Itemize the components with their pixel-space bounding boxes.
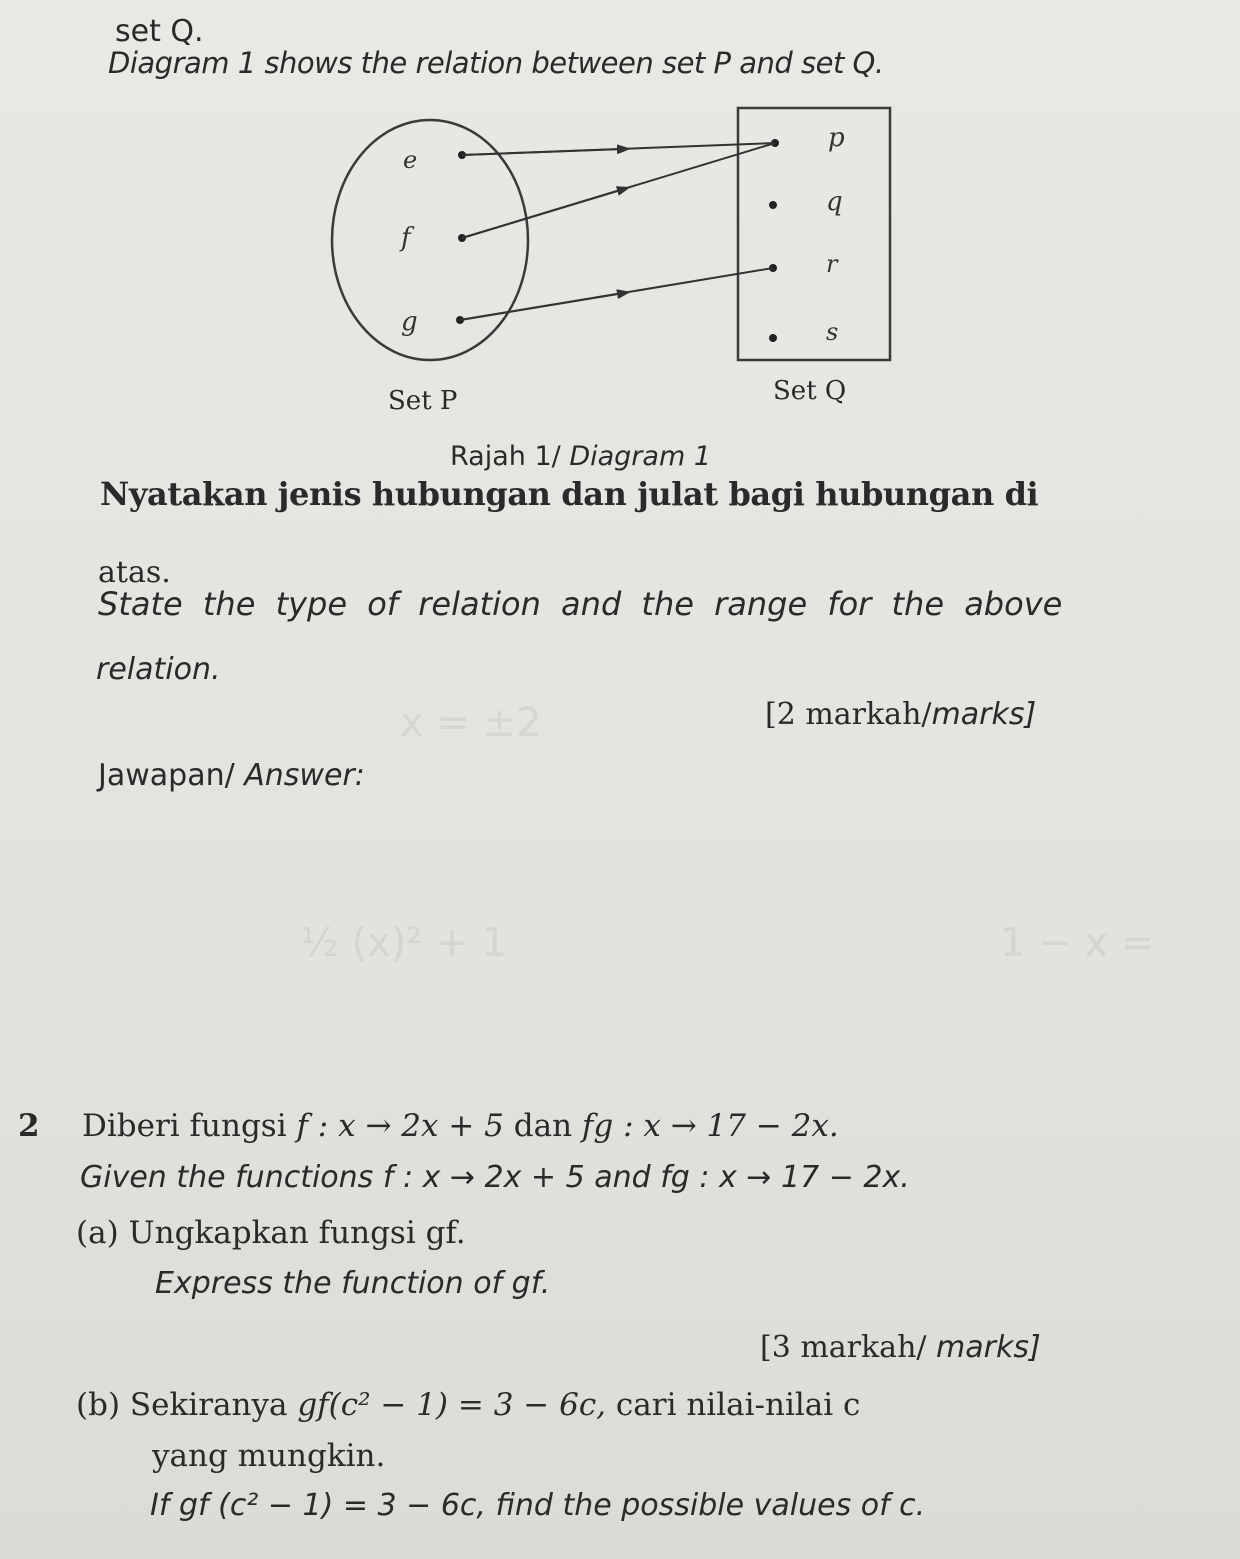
intro-line-1: set Q. <box>115 14 204 49</box>
label-q: q <box>826 187 843 217</box>
q2b-malay-line-2: yang mungkin. <box>152 1438 386 1474</box>
q1-marks-english: marks] <box>931 697 1037 732</box>
q2a-marks-english: marks] <box>936 1330 1041 1365</box>
set-q-label: Set Q <box>773 376 847 406</box>
q2b-english-prefix: If <box>150 1488 170 1523</box>
q2a-malay-text: Ungkapkan fungsi gf. <box>128 1215 466 1251</box>
answer-label-malay: Jawapan/ <box>98 758 235 793</box>
q2b-malay-suffix: cari nilai-nilai c <box>615 1387 861 1423</box>
set-q-box <box>738 108 890 360</box>
dot-q <box>769 201 777 209</box>
q2-fg-definition-english: fg : x → 17 − 2x. <box>660 1160 910 1195</box>
q2-dan: dan <box>513 1108 573 1144</box>
q2b-label: (b) <box>76 1387 121 1423</box>
bleed-through-marks-3: 1 − x = <box>1000 920 1155 966</box>
bleed-through-marks: x = ±2 <box>400 700 542 746</box>
q1-instruction-malay-line-2: atas. <box>98 555 171 590</box>
q1-instruction-english-line-2: relation. <box>96 652 221 687</box>
answer-label <box>98 758 365 793</box>
q2-given-malay <box>82 1108 839 1144</box>
answer-label-english: Answer: <box>244 758 365 793</box>
q2a-english: Express the function of gf. <box>155 1266 551 1301</box>
caption-english: Diagram 1 <box>569 441 712 472</box>
q2-given-malay-prefix: Diberi fungsi <box>82 1108 287 1144</box>
q2b-english <box>150 1488 925 1523</box>
label-p: p <box>828 123 845 153</box>
q2b-english-suffix: find the possible values of c. <box>495 1488 926 1523</box>
q2a-label: (a) <box>76 1215 119 1251</box>
q1-instruction-english-line-1: State the type of relation and the range for the above <box>98 585 1063 623</box>
diagram-caption <box>450 441 711 472</box>
q2b-english-equation: gf (c² − 1) = 3 − 6c, <box>178 1488 486 1523</box>
q2b-malay-line-1 <box>76 1387 860 1423</box>
set-p-label: Set P <box>388 386 458 416</box>
q2a-marks <box>760 1330 1041 1365</box>
q2-fg-definition: fg : x → 17 − 2x. <box>581 1108 839 1144</box>
caption-malay: Rajah 1/ <box>450 441 561 472</box>
label-g: g <box>401 307 418 337</box>
q1-instruction-malay-line-1: Nyatakan jenis hubungan dan julat bagi hubungan di <box>100 475 1039 513</box>
label-r: r <box>826 250 838 278</box>
q2b-malay-prefix: Sekiranya <box>129 1387 288 1423</box>
q2-f-definition-english: f : x → 2x + 5 <box>382 1160 585 1195</box>
q2-given-english-prefix: Given the functions <box>80 1160 374 1195</box>
intro-line-2: Diagram 1 shows the relation between set P and set Q. <box>108 46 884 80</box>
q2-f-definition: f : x → 2x + 5 <box>296 1108 504 1144</box>
dot-s <box>769 334 777 342</box>
set-p-oval <box>332 120 528 360</box>
q1-marks-malay: [2 markah/ <box>765 697 932 732</box>
q1-marks <box>765 697 1036 732</box>
label-f: f <box>401 223 411 253</box>
label-e: e <box>403 146 418 174</box>
q2b-equation: gf(c² − 1) = 3 − 6c, <box>297 1387 607 1423</box>
label-s: s <box>826 318 839 346</box>
q2-number: 2 <box>18 1108 40 1144</box>
bleed-through-marks-2: ½ (x)² + 1 <box>300 920 507 966</box>
q2-and: and <box>594 1160 651 1195</box>
q2a-marks-malay: [3 markah/ <box>760 1330 927 1365</box>
q2-given-english <box>80 1160 910 1195</box>
q2a-malay <box>76 1215 466 1251</box>
